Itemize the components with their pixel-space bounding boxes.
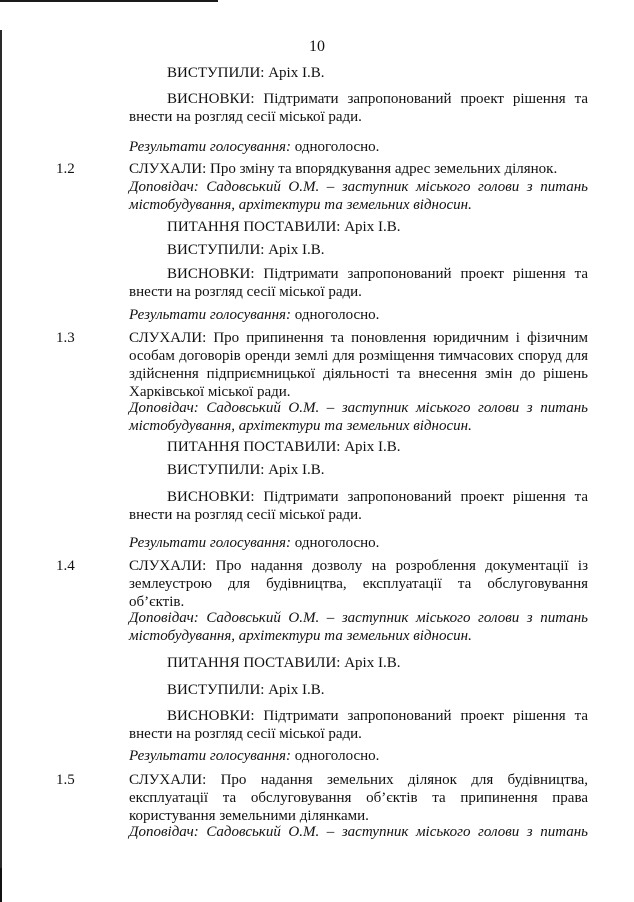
item-vystupyly: ВИСТУПИЛИ: Аріх І.В. xyxy=(167,242,325,258)
item-number: 1.3 xyxy=(56,330,75,346)
item-pytannia: ПИТАННЯ ПОСТАВИЛИ: Аріх І.В. xyxy=(167,439,401,455)
item-pytannia: ПИТАННЯ ПОСТАВИЛИ: Аріх І.В. xyxy=(167,219,401,235)
item-vysnovky: ВИСНОВКИ: Підтримати запропонований проект рішення та внести на розгляд сесії міської ради. xyxy=(129,708,588,742)
item-number: 1.4 xyxy=(56,558,75,574)
item-pytannia: ПИТАННЯ ПОСТАВИЛИ: Аріх І.В. xyxy=(167,655,401,671)
item-sluhaly: СЛУХАЛИ: Про надання дозволу на розроблення документації із землеустрою для будівництва, експлуатації та обслуговування об’єктів. xyxy=(129,558,588,610)
top-voting-results: Результати голосування: одноголосно. xyxy=(129,139,380,155)
item-sluhaly: СЛУХАЛИ: Про зміну та впорядкування адрес земельних ділянок. xyxy=(129,161,558,177)
item-voting-results: Результати голосування: одноголосно. xyxy=(129,535,380,551)
item-vystupyly: ВИСТУПИЛИ: Аріх І.В. xyxy=(167,682,325,698)
item-dopovidach: Доповідач: Садовський О.М. – заступник міського голови з питань містобудування, архітектури та земельних відносин. xyxy=(129,610,588,644)
scan-edge-left xyxy=(0,30,2,902)
item-voting-results: Результати голосування: одноголосно. xyxy=(129,748,380,764)
item-voting-results: Результати голосування: одноголосно. xyxy=(129,307,380,323)
item-dopovidach: Доповідач: Садовський О.М. – заступник міського голови з питань xyxy=(129,824,588,840)
item-vystupyly: ВИСТУПИЛИ: Аріх І.В. xyxy=(167,462,325,478)
item-vysnovky: ВИСНОВКИ: Підтримати запропонований проект рішення та внести на розгляд сесії міської ради. xyxy=(129,266,588,300)
item-sluhaly: СЛУХАЛИ: Про надання земельних ділянок для будівництва, експлуатації та обслуговування об’єктів та припинення права користування земельними ділянками. xyxy=(129,772,588,824)
item-vysnovky: ВИСНОВКИ: Підтримати запропонований проект рішення та внести на розгляд сесії міської ради. xyxy=(129,489,588,523)
scan-edge-top xyxy=(0,0,218,2)
page-number: 10 xyxy=(309,38,325,55)
top-vysnovky: ВИСНОВКИ: Підтримати запропонований проект рішення та внести на розгляд сесії міської ради. xyxy=(129,91,588,125)
item-dopovidach: Доповідач: Садовський О.М. – заступник міського голови з питань містобудування, архітектури та земельних відносин. xyxy=(129,400,588,434)
item-dopovidach: Доповідач: Садовський О.М. – заступник міського голови з питань містобудування, архітектури та земельних відносин. xyxy=(129,179,588,213)
item-sluhaly: СЛУХАЛИ: Про припинення та поновлення юридичним і фізичним особам договорів оренди землі для розміщення тимчасових споруд для здійснення підприємницької діяльності та внесення змін до рішень Харківської міської ради. xyxy=(129,330,588,400)
item-number: 1.5 xyxy=(56,772,75,788)
item-number: 1.2 xyxy=(56,161,75,177)
top-vystupyly: ВИСТУПИЛИ: Аріх І.В. xyxy=(167,65,325,81)
scan-edge-left-dark xyxy=(0,868,2,902)
